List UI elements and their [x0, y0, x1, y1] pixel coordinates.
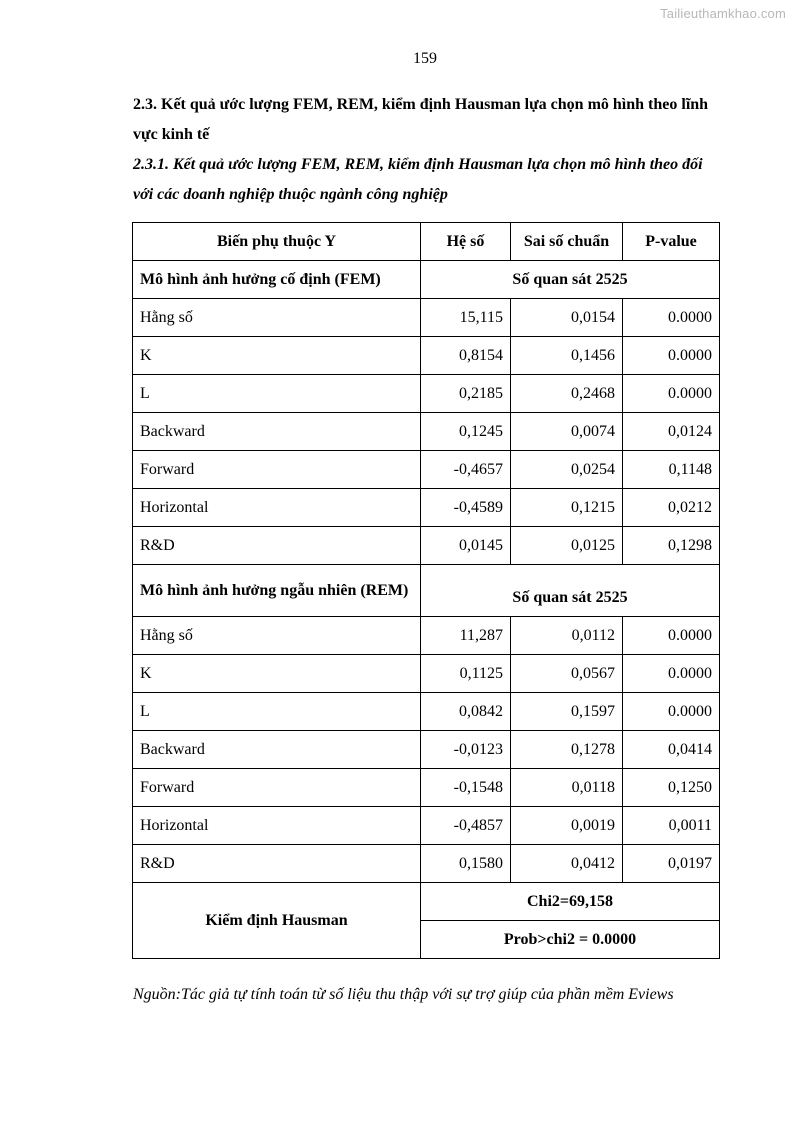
std-error-value: 0,1278 [511, 731, 623, 769]
std-error-value: 0,0567 [511, 655, 623, 693]
variable-name: K [133, 655, 421, 693]
std-error-value: 0,1597 [511, 693, 623, 731]
p-value: 0.0000 [623, 299, 720, 337]
p-value: 0.0000 [623, 655, 720, 693]
coefficient-value: 0,1580 [421, 845, 511, 883]
hausman-prob: Prob>chi2 = 0.0000 [421, 921, 720, 959]
coefficient-value: 0,0842 [421, 693, 511, 731]
std-error-value: 0,1215 [511, 489, 623, 527]
table-row [133, 769, 720, 807]
rem-title: Mô hình ảnh hưởng ngẫu nhiên (REM) [133, 565, 421, 617]
variable-name: Backward [133, 413, 421, 451]
hausman-label: Kiểm định Hausman [133, 883, 421, 959]
p-value: 0,1250 [623, 769, 720, 807]
variable-name: Forward [133, 451, 421, 489]
fem-section-row [133, 261, 720, 299]
header-variable: Biến phụ thuộc Y [133, 223, 421, 261]
coefficient-value: 0,8154 [421, 337, 511, 375]
p-value: 0.0000 [623, 617, 720, 655]
std-error-value: 0,0254 [511, 451, 623, 489]
coefficient-value: -0,1548 [421, 769, 511, 807]
std-error-value: 0,2468 [511, 375, 623, 413]
header-p-value: P-value [623, 223, 720, 261]
source-note: Nguồn:Tác giả tự tính toán từ số liệu thu thập với sự trợ giúp của phần mềm Eviews [133, 986, 674, 1003]
coefficient-value: 0,1245 [421, 413, 511, 451]
variable-name: R&D [133, 527, 421, 565]
variable-name: Hằng số [133, 617, 421, 655]
p-value: 0.0000 [623, 375, 720, 413]
rem-section-row [133, 565, 720, 617]
table-row [133, 375, 720, 413]
table-row [133, 807, 720, 845]
section-heading: 2.3. Kết quả ước lượng FEM, REM, kiểm định Hausman lựa chọn mô hình theo lĩnh vực kinh tế [133, 96, 709, 143]
p-value: 0,0414 [623, 731, 720, 769]
coefficient-value: 0,0145 [421, 527, 511, 565]
variable-name: K [133, 337, 421, 375]
p-value: 0,0212 [623, 489, 720, 527]
p-value: 0,0011 [623, 807, 720, 845]
table-row [133, 489, 720, 527]
fem-observations: Số quan sát 2525 [421, 261, 720, 299]
std-error-value: 0,0074 [511, 413, 623, 451]
rem-observations: Số quan sát 2525 [421, 565, 720, 617]
table-row [133, 693, 720, 731]
table-row [133, 617, 720, 655]
table-row [133, 655, 720, 693]
coefficient-value: 11,287 [421, 617, 511, 655]
table-row [133, 527, 720, 565]
p-value: 0,0124 [623, 413, 720, 451]
table-row [133, 299, 720, 337]
variable-name: L [133, 375, 421, 413]
table-row [133, 337, 720, 375]
variable-name: R&D [133, 845, 421, 883]
std-error-value: 0,0112 [511, 617, 623, 655]
header-coefficient: Hệ số [421, 223, 511, 261]
fem-title: Mô hình ảnh hưởng cố định (FEM) [133, 261, 421, 299]
std-error-value: 0,1456 [511, 337, 623, 375]
std-error-value: 0,0125 [511, 527, 623, 565]
coefficient-value: 0,2185 [421, 375, 511, 413]
variable-name: Hằng số [133, 299, 421, 337]
coefficient-value: -0,4857 [421, 807, 511, 845]
results-table [132, 222, 720, 959]
page-number: 159 [413, 50, 437, 67]
std-error-value: 0,0412 [511, 845, 623, 883]
variable-name: L [133, 693, 421, 731]
variable-name: Backward [133, 731, 421, 769]
table-row [133, 845, 720, 883]
subsection-heading: 2.3.1. Kết quả ước lượng FEM, REM, kiểm định Hausman lựa chọn mô hình theo đối với các doanh nghiệp thuộc ngành công nghiệp [133, 156, 703, 203]
p-value: 0,1148 [623, 451, 720, 489]
header-row [133, 223, 720, 261]
coefficient-value: -0,4589 [421, 489, 511, 527]
std-error-value: 0,0019 [511, 807, 623, 845]
variable-name: Horizontal [133, 807, 421, 845]
hausman-row [133, 883, 720, 921]
variable-name: Forward [133, 769, 421, 807]
coefficient-value: 15,115 [421, 299, 511, 337]
table-row [133, 413, 720, 451]
std-error-value: 0,0118 [511, 769, 623, 807]
p-value: 0,1298 [623, 527, 720, 565]
coefficient-value: -0,0123 [421, 731, 511, 769]
hausman-chi2: Chi2=69,158 [421, 883, 720, 921]
std-error-value: 0,0154 [511, 299, 623, 337]
coefficient-value: 0,1125 [421, 655, 511, 693]
watermark: Tailieuthamkhao.com [660, 6, 786, 21]
table-row [133, 451, 720, 489]
table-row [133, 731, 720, 769]
p-value: 0,0197 [623, 845, 720, 883]
p-value: 0.0000 [623, 693, 720, 731]
variable-name: Horizontal [133, 489, 421, 527]
p-value: 0.0000 [623, 337, 720, 375]
coefficient-value: -0,4657 [421, 451, 511, 489]
header-std-error: Sai số chuẩn [511, 223, 623, 261]
